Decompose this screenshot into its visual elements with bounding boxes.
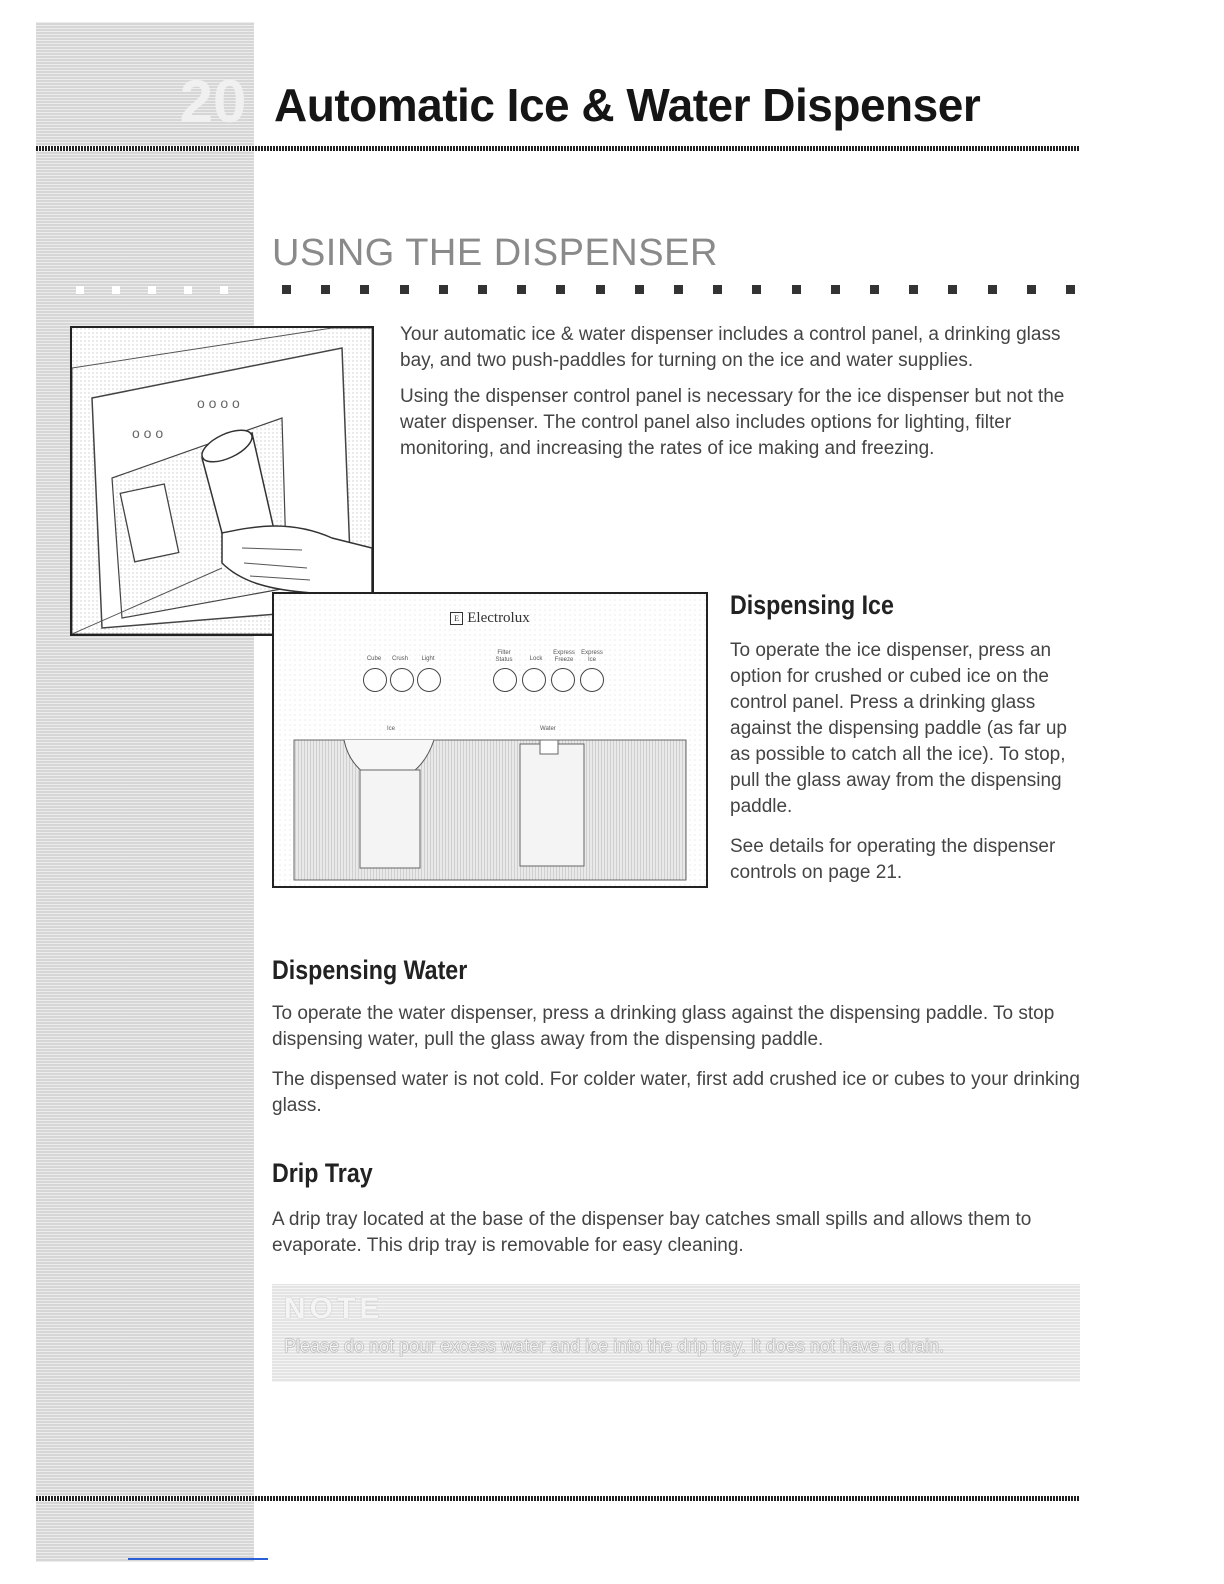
divider-dot (948, 285, 957, 294)
divider-dot (831, 285, 840, 294)
sidebar-divider-dot (148, 286, 156, 294)
dispensing-water-text (272, 1001, 1080, 1119)
control-panel-illustration (272, 592, 708, 888)
divider-dot (1027, 285, 1036, 294)
button-label-express-freeze: Express Freeze (553, 650, 575, 663)
dispensing-water-paragraph-1: To operate the water dispenser, press a drinking glass against the dispensing paddle. To stop dispensing water, pull the glass away from the dispensing paddle. (272, 1003, 1055, 1050)
header-rule (36, 146, 1080, 151)
divider-dot (1066, 285, 1075, 294)
divider-dot (517, 285, 526, 294)
divider-dot (556, 285, 565, 294)
button-label-cube: Cube (366, 656, 382, 662)
sidebar-band (36, 22, 254, 1562)
dispensing-ice-paragraph-1: To operate the ice dispenser, press an option for crushed or cubed ice on the control panel. Press a drinking glass against the dispensing paddle (as far up as possible to catch all the ice). To stop, pull the glass away from the dispensing paddle. (730, 640, 1067, 817)
intro-paragraph-1: Your automatic ice & water dispenser includes a control panel, a drinking glass bay, and two push-paddles for turning on the ice and water supplies. (400, 324, 1061, 371)
page-title: Automatic Ice & Water Dispenser (274, 79, 981, 131)
electrolux-logo-icon: E (450, 612, 463, 625)
note-title: NOTE (284, 1292, 384, 1325)
divider-dot (596, 285, 605, 294)
express-ice-button[interactable] (580, 668, 604, 692)
sidebar-divider-dot (220, 286, 228, 294)
divider-dot (988, 285, 997, 294)
button-label-lock: Lock (529, 656, 543, 662)
sidebar-divider-dot (184, 286, 192, 294)
button-label-filter-status: Filter Status (495, 650, 513, 663)
button-label-light: Light (421, 656, 435, 662)
svg-text:o o o: o o o (132, 425, 164, 441)
divider-dot (674, 285, 683, 294)
divider-dot (909, 285, 918, 294)
intro-text (400, 322, 1070, 462)
note-box (272, 1284, 1080, 1382)
dispensing-water-heading: Dispensing Water (272, 955, 468, 985)
control-panel-drawing (274, 594, 706, 886)
divider-dot (478, 285, 487, 294)
divider-dot (400, 285, 409, 294)
ice-bay-label: Ice (387, 726, 396, 732)
page-number: 20 (179, 68, 247, 135)
brand-name: E Electrolux (274, 610, 706, 627)
section-heading: USING THE DISPENSER (272, 232, 718, 274)
footer-accent-line (128, 1558, 268, 1560)
dispensing-ice-paragraph-2: See details for operating the dispenser controls on page 21. (730, 836, 1056, 883)
dispenser-illustration (72, 328, 372, 634)
footer-rule (36, 1496, 1080, 1501)
drip-tray-text (272, 1207, 1080, 1259)
button-label-crush: Crush (391, 656, 408, 662)
dispensing-ice-text (730, 638, 1080, 886)
crush-button[interactable] (390, 668, 414, 692)
divider-dot (439, 285, 448, 294)
svg-text:o o o o: o o o o (197, 395, 240, 411)
drip-tray-paragraph: A drip tray located at the base of the dispenser bay catches small spills and allows them to evaporate. This drip tray is removable for easy cleaning. (272, 1209, 1032, 1256)
light-button[interactable] (417, 668, 441, 692)
divider-dot (870, 285, 879, 294)
divider-dot (752, 285, 761, 294)
drip-tray-heading: Drip Tray (272, 1158, 373, 1188)
divider-dot (282, 285, 291, 294)
divider-dot (713, 285, 722, 294)
divider-dot (635, 285, 644, 294)
divider-dot (321, 285, 330, 294)
divider-dot (792, 285, 801, 294)
divider-dot (360, 285, 369, 294)
button-label-express-ice: Express Ice (581, 650, 603, 663)
dispenser-photo (70, 326, 374, 636)
dispensing-water-paragraph-2: The dispensed water is not cold. For colder water, first add crushed ice or cubes to your drinking glass. (272, 1069, 1080, 1116)
dispensing-ice-heading: Dispensing Ice (730, 590, 894, 620)
section-dot-divider (262, 285, 1082, 295)
intro-paragraph-2: Using the dispenser control panel is necessary for the ice dispenser but not the water dispenser. The control panel also includes options for lighting, filter monitoring, and increasing the rates of ice making and freezing. (400, 386, 1065, 459)
cube-button[interactable] (363, 668, 387, 692)
sidebar-dot-row (36, 286, 254, 294)
lock-button[interactable] (522, 668, 546, 692)
sidebar-divider-dot (76, 286, 84, 294)
express-freeze-button[interactable] (551, 668, 575, 692)
filter-status-button[interactable] (493, 668, 517, 692)
water-bay-label: Water (540, 726, 556, 732)
note-text: Please do not pour excess water and ice into the drip tray. It does not have a drain. (284, 1336, 945, 1356)
sidebar-divider-dot (112, 286, 120, 294)
